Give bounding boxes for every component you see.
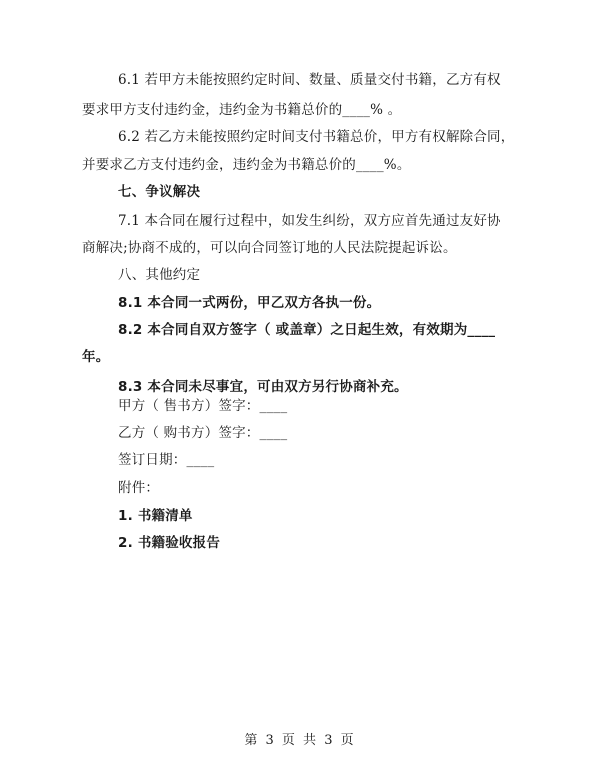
clause-6-2-line-2: 并要求乙方支付违约金，违约金为书籍总价的____%。 bbox=[82, 157, 411, 173]
section-8-heading: 八、其他约定 bbox=[118, 267, 201, 283]
clause-8-2-line-2: 年。 bbox=[82, 349, 110, 365]
clause-6-2-line-1: 6.2 若乙方未能按照约定时间支付书籍总价，甲方有权解除合同， bbox=[118, 129, 515, 145]
clause-8-3: 8.3 本合同未尽事宜，可由双方另行协商补充。 bbox=[118, 379, 408, 395]
clause-8-2-line-1: 8.2 本合同自双方签字（ 或盖章）之日起生效，有效期为____ bbox=[118, 322, 496, 338]
clause-7-1-line-2: 商解决;协商不成的，可以向合同签订地的人民法院提起诉讼。 bbox=[82, 240, 457, 256]
party-b-signature: 乙方（ 购书方）签字：____ bbox=[118, 425, 288, 441]
attachment-item: 2. 书籍验收报告 bbox=[118, 535, 221, 551]
clause-8-1: 8.1 本合同一式两份，甲乙双方各执一份。 bbox=[118, 295, 381, 311]
attachments-label: 附件： bbox=[118, 480, 160, 496]
clause-7-1-line-1: 7.1 本合同在履行过程中，如发生纠纷，双方应首先通过友好协 bbox=[118, 213, 501, 229]
clause-6-1-line-2: 要求甲方支付违约金，违约金为书籍总价的____% 。 bbox=[82, 102, 402, 118]
clause-6-1-line-1: 6.1 若甲方未能按照约定时间、数量、质量交付书籍，乙方有权 bbox=[118, 72, 501, 88]
section-7-heading: 七、争议解决 bbox=[118, 184, 201, 200]
attachment-item: 1. 书籍清单 bbox=[118, 508, 193, 524]
page-number: 第 3 页 共 3 页 bbox=[244, 733, 356, 748]
party-a-signature: 甲方（ 售书方）签字：____ bbox=[118, 398, 288, 414]
signing-date: 签订日期：____ bbox=[118, 452, 215, 468]
